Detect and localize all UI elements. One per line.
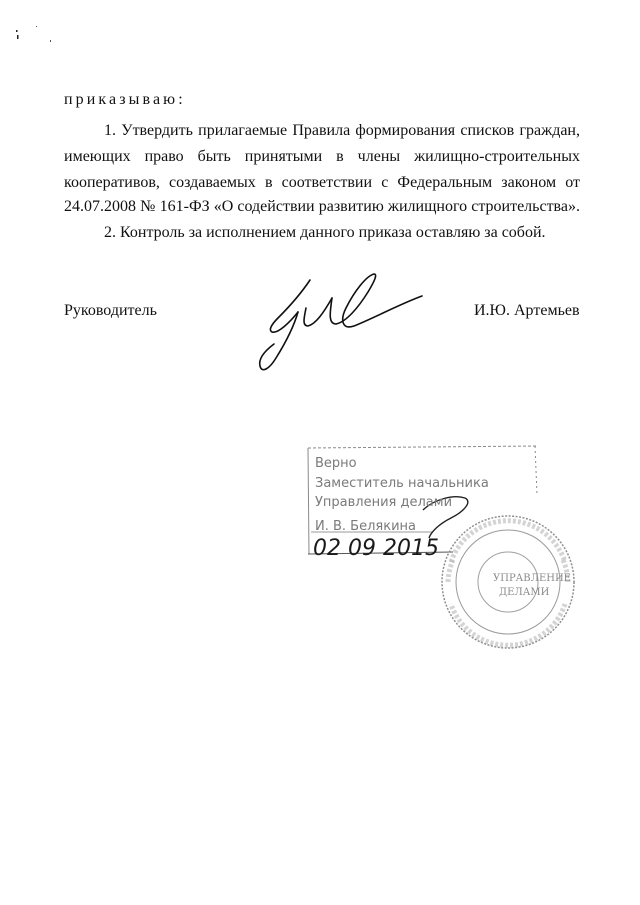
stamp-person: И. В. Белякина bbox=[315, 519, 416, 534]
stamp-position-line-2: Управления делами bbox=[315, 495, 453, 510]
stamp-position-line-1: Заместитель начальника bbox=[315, 476, 489, 491]
scan-specks bbox=[6, 18, 76, 58]
stamp-verified-label: Верно bbox=[315, 456, 357, 471]
paragraph-2: 2. Контроль за исполнением данного приказа оставляю за собой. bbox=[104, 224, 546, 241]
stamp-handwritten-date: 02 09 2015 bbox=[313, 536, 439, 561]
certification-stamp bbox=[303, 442, 578, 652]
signer-name: И.Ю. Артемьев bbox=[474, 302, 580, 319]
order-intro: приказываю: bbox=[64, 91, 186, 108]
paragraph-1-line-2: имеющих право быть принятыми в члены жилищно-строительных bbox=[64, 148, 580, 165]
seal-center-line-1: УПРАВЛЕНИЕ bbox=[493, 573, 571, 584]
handwritten-signature bbox=[250, 268, 430, 380]
paragraph-1-line-4: 24.07.2008 № 161-ФЗ «О содействии развитию жилищного строительства». bbox=[64, 198, 580, 215]
paragraph-1-line-1: 1. Утвердить прилагаемые Правила формирования списков граждан, bbox=[104, 122, 580, 139]
seal-center-line-2: ДЕЛАМИ bbox=[499, 587, 550, 598]
signer-role: Руководитель bbox=[64, 302, 157, 319]
paragraph-1-line-3: кооперативов, создаваемых в соответствии с Федеральным законом от bbox=[64, 174, 580, 191]
